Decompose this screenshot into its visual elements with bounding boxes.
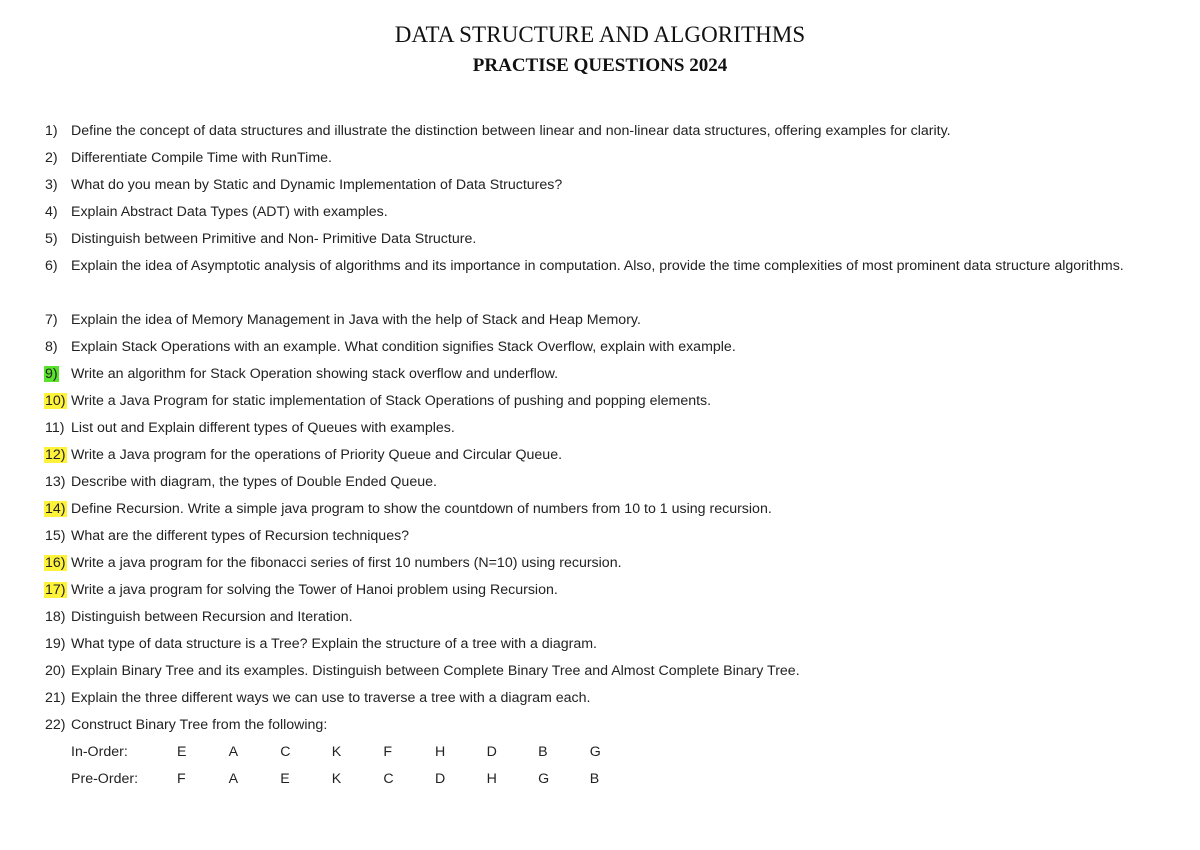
question-item — [44, 442, 1184, 469]
question-number: 7) — [45, 312, 58, 328]
traversal-node: D — [486, 744, 497, 760]
traversal-node: B — [589, 771, 600, 787]
question-number-cell — [44, 631, 71, 658]
question-number-cell — [44, 334, 71, 361]
pre-order-row — [44, 766, 1184, 793]
question-item — [44, 577, 1184, 604]
document-subtitle: PRACTISE QUESTIONS 2024 — [472, 55, 728, 76]
question-number-cell — [44, 604, 71, 631]
question-text: Write a Java program for the operations of Priority Queue and Circular Queue. — [71, 447, 563, 463]
question-item — [44, 172, 1184, 199]
question-item — [44, 658, 1184, 685]
question-number-highlighted: 9) — [45, 366, 58, 382]
question-text: Explain the idea of Asymptotic analysis of algorithms and its importance in computation. Also, provide the time complexities of most prominent data structure algorithms. — [71, 258, 1124, 274]
question-number-cell — [44, 442, 71, 469]
question-number-cell — [44, 253, 71, 280]
question-item — [44, 226, 1184, 253]
question-number-cell — [44, 523, 71, 550]
question-text: List out and Explain different types of Queues with examples. — [71, 420, 455, 436]
question-text: Define the concept of data structures and illustrate the distinction between linear and non-linear data structures, offering examples for clarity. — [71, 123, 951, 139]
traversal-node: E — [280, 771, 290, 787]
question-number-cell — [44, 145, 71, 172]
question-number-cell — [44, 172, 71, 199]
question-number-cell — [44, 577, 71, 604]
question-number-cell — [44, 685, 71, 712]
in-order-label: In-Order: — [71, 744, 128, 760]
question-text: What are the different types of Recursion techniques? — [71, 528, 410, 544]
question-number: 19) — [45, 636, 66, 652]
question-number-highlighted: 10) — [45, 393, 66, 409]
question-text: Explain Binary Tree and its examples. Distinguish between Complete Binary Tree and Almost Complete Binary Tree. — [71, 663, 800, 679]
question-item — [44, 631, 1184, 658]
question-number: 1) — [45, 123, 58, 139]
question-number-cell — [44, 469, 71, 496]
question-text: Write a Java Program for static implementation of Stack Operations of pushing and popping elements. — [71, 393, 712, 409]
question-item — [44, 334, 1184, 361]
question-number-cell — [44, 361, 71, 388]
document-title: DATA STRUCTURE AND ALGORITHMS — [394, 22, 806, 47]
question-item — [44, 550, 1184, 577]
question-item — [44, 118, 1184, 145]
question-number-highlighted: 16) — [45, 555, 66, 571]
traversal-node: K — [331, 744, 342, 760]
question-text: Describe with diagram, the types of Double Ended Queue. — [71, 474, 437, 490]
question-text: Distinguish between Primitive and Non- Primitive Data Structure. — [71, 231, 477, 247]
question-text: What type of data structure is a Tree? Explain the structure of a tree with a diagram. — [71, 636, 597, 652]
question-item — [44, 253, 1184, 307]
traversal-node: G — [589, 744, 601, 760]
question-text: Construct Binary Tree from the following: — [71, 717, 328, 733]
question-text: What do you mean by Static and Dynamic Implementation of Data Structures? — [71, 177, 563, 193]
question-number: 2) — [45, 150, 58, 166]
question-item — [44, 199, 1184, 226]
traversal-node: K — [331, 771, 342, 787]
question-number: 22) — [45, 717, 66, 733]
traversal-node: G — [538, 771, 550, 787]
traversal-node: E — [177, 744, 187, 760]
question-text: Write an algorithm for Stack Operation showing stack overflow and underflow. — [71, 366, 559, 382]
question-item — [44, 361, 1184, 388]
traversal-node: D — [434, 771, 446, 787]
question-number: 3) — [45, 177, 58, 193]
traversal-node: A — [228, 771, 239, 787]
question-number-cell — [44, 496, 71, 523]
traversal-node: H — [434, 744, 446, 760]
question-number-cell — [44, 415, 71, 442]
question-text: Explain Abstract Data Types (ADT) with examples. — [71, 204, 388, 220]
question-text: Differentiate Compile Time with RunTime. — [71, 150, 332, 166]
traversal-node: B — [538, 744, 548, 760]
question-number: 20) — [45, 663, 66, 679]
question-number-cell — [44, 118, 71, 145]
question-item — [44, 523, 1184, 550]
question-number: 15) — [45, 528, 66, 544]
question-number-cell — [44, 307, 71, 334]
question-number-highlighted: 14) — [45, 501, 66, 517]
question-text: Write a java program for the fibonacci series of first 10 numbers (N=10) using recursion. — [71, 555, 622, 571]
question-item — [44, 388, 1184, 415]
question-text: Explain the three different ways we can use to traverse a tree with a diagram each. — [71, 690, 591, 706]
question-number-highlighted: 17) — [45, 582, 66, 598]
question-number: 21) — [45, 690, 66, 706]
question-number: 11) — [45, 420, 65, 436]
question-item — [44, 496, 1184, 523]
pre-order-label: Pre-Order: — [71, 771, 139, 787]
question-number-cell — [44, 658, 71, 685]
question-number: 4) — [45, 204, 58, 220]
traversal-node: C — [383, 771, 394, 787]
question-number-cell — [44, 712, 71, 739]
traversal-node: A — [228, 744, 239, 760]
question-item — [44, 685, 1184, 712]
question-number: 6) — [45, 258, 58, 274]
question-list — [44, 118, 1184, 793]
question-number: 5) — [45, 231, 58, 247]
question-number-cell — [44, 388, 71, 415]
question-item — [44, 469, 1184, 496]
question-number: 18) — [45, 609, 66, 625]
question-text: Explain the idea of Memory Management in Java with the help of Stack and Heap Memory. — [71, 312, 641, 328]
question-number: 13) — [45, 474, 66, 490]
question-number-highlighted: 12) — [45, 447, 66, 463]
traversal-node: F — [383, 744, 393, 760]
question-text: Explain Stack Operations with an example. What condition signifies Stack Overflow, explain with example. — [71, 339, 736, 355]
question-number-cell — [44, 550, 71, 577]
in-order-row — [44, 739, 1184, 766]
question-item — [44, 415, 1184, 442]
question-item — [44, 604, 1184, 631]
question-number-cell — [44, 199, 71, 226]
question-number-cell — [44, 226, 71, 253]
question-number: 8) — [45, 339, 58, 355]
question-text: Distinguish between Recursion and Iteration. — [71, 609, 353, 625]
traversal-node: H — [486, 771, 497, 787]
question-item — [44, 712, 1184, 739]
question-text: Write a java program for solving the Tower of Hanoi problem using Recursion. — [71, 582, 558, 598]
question-item — [44, 307, 1184, 334]
question-item — [44, 145, 1184, 172]
traversal-node: C — [280, 744, 291, 760]
traversal-node: F — [177, 771, 186, 787]
question-text: Define Recursion. Write a simple java program to show the countdown of numbers from 10 to 1 using recursion. — [71, 501, 772, 517]
